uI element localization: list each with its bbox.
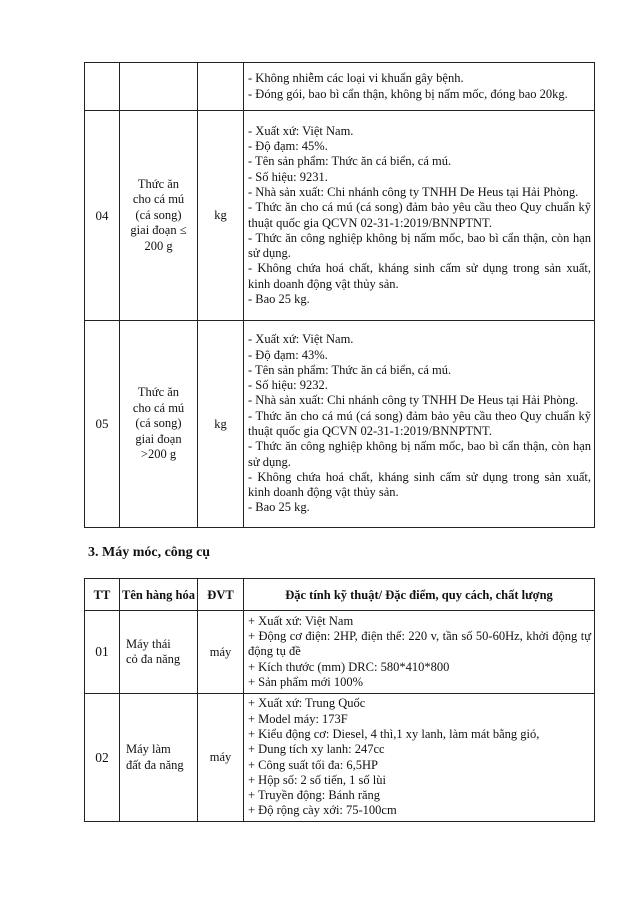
product-name-line: giai đoạn ≤ [130,223,187,238]
table-row [85,321,595,528]
spec-line: - Xuất xứ: Việt Nam. [248,123,354,138]
table-row [85,63,595,111]
column-header-unit: ĐVT [198,579,244,611]
spec-line: + Động cơ điện: 2HP, điện thế: 220 v, tần số 50-60Hz, khởi động tự động tụ đề [248,629,591,659]
spec-line: - Không chứa hoá chất, kháng sinh cấm sử dụng trong sản xuất, kinh doanh động vật thủy sản. [248,261,591,291]
column-header-tt: TT [85,579,120,611]
spec-line: - Không nhiễm các loại vi khuẩn gây bệnh. [248,71,464,86]
spec-line: - Thức ăn công nghiệp không bị nấm mốc, bao bì cẩn thận, còn hạn sử dụng. [248,439,591,469]
row-number: 04 [85,111,120,321]
spec-line: + Model máy: 173F [248,711,348,726]
spec-line: - Đóng gói, bao bì cẩn thận, không bị nấm mốc, đóng bao 20kg. [248,86,568,101]
unit: kg [198,111,244,321]
spec-line: - Tên sản phẩm: Thức ăn cá biển, cá mú. [248,362,452,377]
table-row [85,694,595,822]
product-name [120,694,198,822]
product-name-line: Thức ăn [137,176,180,191]
spec-line: - Không chứa hoá chất, kháng sinh cấm sử dụng trong sản xuất, kinh doanh động vật thủy sản. [248,469,591,500]
spec-line: + Xuất xứ: Trung Quốc [248,696,366,711]
spec-line: + Độ rộng cày xới: 75-100cm [248,803,397,818]
product-name-line: (cá song) [135,207,182,222]
unit: kg [198,321,244,528]
spec-line: - Bao 25 kg. [248,291,310,306]
product-name [120,611,198,694]
table-row [85,611,595,694]
spec-line: + Truyền động: Bánh răng [248,788,381,803]
spec-line: + Sản phẩm mới 100% [248,674,364,689]
column-header-name: Tên hàng hóa [120,579,198,611]
spec-line: + Công suất tối đa: 6,5HP [248,757,378,772]
product-name-line: >200 g [140,447,177,462]
product-name [120,111,198,321]
row-number [85,63,120,111]
product-name-line: cho cá mú [132,192,185,207]
unit: máy [198,694,244,822]
machinery-table [84,578,595,822]
row-number: 01 [85,611,120,694]
unit: máy [198,611,244,694]
spec-line: - Thức ăn cho cá mú (cá song) đảm bảo yêu cầu theo Quy chuẩn kỹ thuật quốc gia QCVN 02-31-1:2019/BNNPTNT. [248,200,591,230]
product-name-line: Máy làm [126,742,171,756]
spec-line: - Độ đạm: 45%. [248,139,328,154]
spec-line: - Độ đạm: 43%. [248,347,328,362]
product-name [120,321,198,528]
product-name-line: (cá song) [135,416,182,431]
row-number: 02 [85,694,120,822]
spec-line: - Nhà sản xuất: Chi nhánh công ty TNHH De Heus tại Hải Phòng. [248,184,579,199]
spec-line: + Kích thước (mm) DRC: 580*410*800 [248,659,450,674]
product-name-line: đất đa năng [126,757,184,772]
table-header-row [85,579,595,611]
spec-line: - Số hiệu: 9231. [248,169,328,184]
product-name-line: giai đoạn [135,431,182,446]
spec-line: - Xuất xứ: Việt Nam. [248,332,354,347]
spec-cell [244,694,595,822]
spec-cell [244,63,595,111]
product-name-line: cho cá mú [132,400,185,415]
spec-line: - Thức ăn công nghiệp không bị nấm mốc, bao bì cẩn thận, còn hạn sử dụng. [248,230,591,261]
spec-line: - Thức ăn cho cá mú (cá song) đảm bảo yêu cầu theo Quy chuẩn kỹ thuật quốc gia QCVN 02-31-1:2019/BNNPTNT. [248,408,591,438]
spec-line: + Kiểu động cơ: Diesel, 4 thì,1 xy lanh, làm mát bằng gió, [248,726,540,741]
spec-line: + Xuất xứ: Việt Nam [248,613,354,628]
row-number: 05 [85,321,120,528]
product-name-line: Máy thái [126,636,171,651]
spec-line: - Nhà sản xuất: Chi nhánh công ty TNHH De Heus tại Hải Phòng. [248,393,579,408]
table-row [85,111,595,321]
spec-line: - Tên sản phẩm: Thức ăn cá biển, cá mú. [248,154,452,169]
product-name-line: cỏ đa năng [126,652,181,666]
product-name-line: Thức ăn [137,385,180,400]
spec-line: + Hộp số: 2 số tiến, 1 số lùi [248,772,386,787]
section-heading: 3. Máy móc, công cụ [88,545,211,560]
spec-cell [244,611,595,694]
spec-cell [244,321,595,528]
unit [198,63,244,111]
spec-line: + Dung tích xy lanh: 247cc [248,742,385,757]
feed-table [84,62,595,528]
spec-cell [244,111,595,321]
column-header-spec: Đặc tính kỹ thuật/ Đặc điểm, quy cách, chất lượng [244,579,595,611]
product-name-line: 200 g [144,238,173,253]
spec-line: - Số hiệu: 9232. [248,378,328,393]
product-name [120,63,198,111]
spec-line: - Bao 25 kg. [248,500,310,515]
